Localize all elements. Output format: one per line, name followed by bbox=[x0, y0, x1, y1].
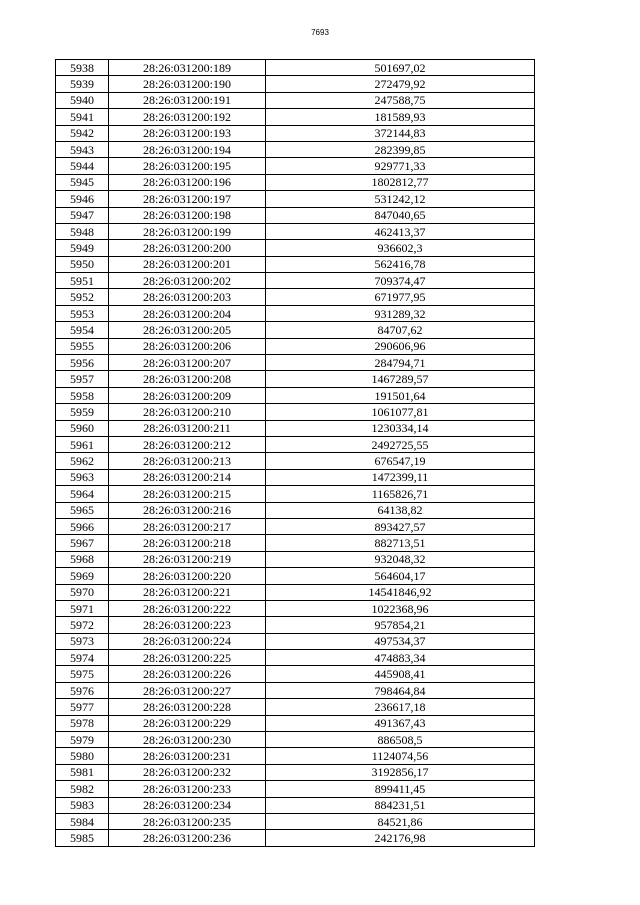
row-number-cell: 5966 bbox=[56, 518, 109, 534]
cadastral-number-cell: 28:26:031200:218 bbox=[109, 535, 266, 551]
table-row bbox=[56, 600, 535, 616]
cadastral-number-cell: 28:26:031200:222 bbox=[109, 600, 266, 616]
row-number-cell: 5957 bbox=[56, 371, 109, 387]
row-number-cell: 5948 bbox=[56, 223, 109, 239]
value-cell: 882713,51 bbox=[266, 535, 535, 551]
cadastral-number-cell: 28:26:031200:193 bbox=[109, 125, 266, 141]
cadastral-number-cell: 28:26:031200:217 bbox=[109, 518, 266, 534]
cadastral-number-cell: 28:26:031200:235 bbox=[109, 813, 266, 829]
value-cell: 14541846,92 bbox=[266, 584, 535, 600]
table-row bbox=[56, 322, 535, 338]
row-number-cell: 5941 bbox=[56, 109, 109, 125]
cadastral-number-cell: 28:26:031200:189 bbox=[109, 60, 266, 76]
table-row bbox=[56, 650, 535, 666]
row-number-cell: 5951 bbox=[56, 273, 109, 289]
cadastral-number-cell: 28:26:031200:190 bbox=[109, 76, 266, 92]
value-cell: 531242,12 bbox=[266, 191, 535, 207]
value-cell: 671977,95 bbox=[266, 289, 535, 305]
cadastral-number-cell: 28:26:031200:221 bbox=[109, 584, 266, 600]
row-number-cell: 5953 bbox=[56, 305, 109, 321]
row-number-cell: 5940 bbox=[56, 92, 109, 108]
row-number-cell: 5976 bbox=[56, 682, 109, 698]
row-number-cell: 5946 bbox=[56, 191, 109, 207]
row-number-cell: 5970 bbox=[56, 584, 109, 600]
table-row bbox=[56, 715, 535, 731]
cadastral-number-cell: 28:26:031200:227 bbox=[109, 682, 266, 698]
value-cell: 272479,92 bbox=[266, 76, 535, 92]
value-cell: 1022368,96 bbox=[266, 600, 535, 616]
value-cell: 1467289,57 bbox=[266, 371, 535, 387]
value-cell: 242176,98 bbox=[266, 830, 535, 846]
cadastral-number-cell: 28:26:031200:216 bbox=[109, 502, 266, 518]
row-number-cell: 5982 bbox=[56, 781, 109, 797]
row-number-cell: 5985 bbox=[56, 830, 109, 846]
cadastral-number-cell: 28:26:031200:225 bbox=[109, 650, 266, 666]
value-cell: 884231,51 bbox=[266, 797, 535, 813]
value-cell: 1061077,81 bbox=[266, 404, 535, 420]
table-row bbox=[56, 191, 535, 207]
value-cell: 562416,78 bbox=[266, 256, 535, 272]
row-number-cell: 5958 bbox=[56, 387, 109, 403]
value-cell: 491367,43 bbox=[266, 715, 535, 731]
table-row bbox=[56, 436, 535, 452]
cadastral-number-cell: 28:26:031200:210 bbox=[109, 404, 266, 420]
cadastral-number-cell: 28:26:031200:198 bbox=[109, 207, 266, 223]
value-cell: 886508,5 bbox=[266, 732, 535, 748]
row-number-cell: 5956 bbox=[56, 355, 109, 371]
table-row bbox=[56, 813, 535, 829]
table-row bbox=[56, 338, 535, 354]
cadastral-number-cell: 28:26:031200:208 bbox=[109, 371, 266, 387]
row-number-cell: 5949 bbox=[56, 240, 109, 256]
table-row bbox=[56, 502, 535, 518]
table-row bbox=[56, 764, 535, 780]
row-number-cell: 5945 bbox=[56, 174, 109, 190]
value-cell: 290606,96 bbox=[266, 338, 535, 354]
table-row bbox=[56, 125, 535, 141]
table-row bbox=[56, 158, 535, 174]
cadastral-number-cell: 28:26:031200:236 bbox=[109, 830, 266, 846]
table-row bbox=[56, 830, 535, 846]
row-number-cell: 5942 bbox=[56, 125, 109, 141]
cadastral-number-cell: 28:26:031200:192 bbox=[109, 109, 266, 125]
row-number-cell: 5962 bbox=[56, 453, 109, 469]
cadastral-number-cell: 28:26:031200:234 bbox=[109, 797, 266, 813]
table-row bbox=[56, 420, 535, 436]
row-number-cell: 5944 bbox=[56, 158, 109, 174]
value-cell: 1165826,71 bbox=[266, 486, 535, 502]
value-cell: 236617,18 bbox=[266, 699, 535, 715]
value-cell: 64138,82 bbox=[266, 502, 535, 518]
row-number-cell: 5978 bbox=[56, 715, 109, 731]
cadastral-number-cell: 28:26:031200:194 bbox=[109, 141, 266, 157]
cadastral-number-cell: 28:26:031200:219 bbox=[109, 551, 266, 567]
table-row bbox=[56, 355, 535, 371]
cadastral-number-cell: 28:26:031200:197 bbox=[109, 191, 266, 207]
cadastral-number-cell: 28:26:031200:233 bbox=[109, 781, 266, 797]
value-cell: 247588,75 bbox=[266, 92, 535, 108]
cadastral-number-cell: 28:26:031200:209 bbox=[109, 387, 266, 403]
row-number-cell: 5968 bbox=[56, 551, 109, 567]
table-row bbox=[56, 666, 535, 682]
value-cell: 282399,85 bbox=[266, 141, 535, 157]
table-row bbox=[56, 633, 535, 649]
row-number-cell: 5943 bbox=[56, 141, 109, 157]
cadastral-number-cell: 28:26:031200:211 bbox=[109, 420, 266, 436]
value-cell: 957854,21 bbox=[266, 617, 535, 633]
cadastral-number-cell: 28:26:031200:201 bbox=[109, 256, 266, 272]
table-row bbox=[56, 223, 535, 239]
row-number-cell: 5973 bbox=[56, 633, 109, 649]
table-row bbox=[56, 797, 535, 813]
row-number-cell: 5971 bbox=[56, 600, 109, 616]
table-row bbox=[56, 584, 535, 600]
table-row bbox=[56, 518, 535, 534]
value-cell: 372144,83 bbox=[266, 125, 535, 141]
row-number-cell: 5975 bbox=[56, 666, 109, 682]
value-cell: 84521,86 bbox=[266, 813, 535, 829]
row-number-cell: 5972 bbox=[56, 617, 109, 633]
row-number-cell: 5979 bbox=[56, 732, 109, 748]
value-cell: 445908,41 bbox=[266, 666, 535, 682]
table-row bbox=[56, 732, 535, 748]
cadastral-number-cell: 28:26:031200:191 bbox=[109, 92, 266, 108]
row-number-cell: 5950 bbox=[56, 256, 109, 272]
cadastral-number-cell: 28:26:031200:204 bbox=[109, 305, 266, 321]
value-cell: 191501,64 bbox=[266, 387, 535, 403]
value-cell: 3192856,17 bbox=[266, 764, 535, 780]
value-cell: 709374,47 bbox=[266, 273, 535, 289]
cadastral-number-cell: 28:26:031200:229 bbox=[109, 715, 266, 731]
row-number-cell: 5964 bbox=[56, 486, 109, 502]
row-number-cell: 5983 bbox=[56, 797, 109, 813]
row-number-cell: 5963 bbox=[56, 469, 109, 485]
table-row bbox=[56, 371, 535, 387]
table-body bbox=[56, 60, 535, 847]
table-row bbox=[56, 617, 535, 633]
table-row bbox=[56, 76, 535, 92]
table-row bbox=[56, 404, 535, 420]
cadastral-number-cell: 28:26:031200:213 bbox=[109, 453, 266, 469]
cadastral-number-cell: 28:26:031200:206 bbox=[109, 338, 266, 354]
value-cell: 929771,33 bbox=[266, 158, 535, 174]
table-row bbox=[56, 551, 535, 567]
table-row bbox=[56, 273, 535, 289]
row-number-cell: 5960 bbox=[56, 420, 109, 436]
row-number-cell: 5965 bbox=[56, 502, 109, 518]
row-number-cell: 5969 bbox=[56, 568, 109, 584]
row-number-cell: 5977 bbox=[56, 699, 109, 715]
table-row bbox=[56, 568, 535, 584]
table-row bbox=[56, 469, 535, 485]
page-number: 7693 bbox=[311, 28, 329, 37]
row-number-cell: 5980 bbox=[56, 748, 109, 764]
value-cell: 2492725,55 bbox=[266, 436, 535, 452]
cadastral-number-cell: 28:26:031200:207 bbox=[109, 355, 266, 371]
value-cell: 181589,93 bbox=[266, 109, 535, 125]
value-cell: 501697,02 bbox=[266, 60, 535, 76]
value-cell: 564604,17 bbox=[266, 568, 535, 584]
table-row bbox=[56, 207, 535, 223]
cadastral-number-cell: 28:26:031200:214 bbox=[109, 469, 266, 485]
row-number-cell: 5984 bbox=[56, 813, 109, 829]
value-cell: 474883,34 bbox=[266, 650, 535, 666]
cadastral-number-cell: 28:26:031200:202 bbox=[109, 273, 266, 289]
cadastral-number-cell: 28:26:031200:223 bbox=[109, 617, 266, 633]
cadastral-number-cell: 28:26:031200:205 bbox=[109, 322, 266, 338]
row-number-cell: 5967 bbox=[56, 535, 109, 551]
table-row bbox=[56, 781, 535, 797]
value-cell: 462413,37 bbox=[266, 223, 535, 239]
table-row bbox=[56, 682, 535, 698]
cadastral-number-cell: 28:26:031200:224 bbox=[109, 633, 266, 649]
table-row bbox=[56, 141, 535, 157]
data-table bbox=[55, 59, 535, 847]
cadastral-number-cell: 28:26:031200:196 bbox=[109, 174, 266, 190]
table-row bbox=[56, 60, 535, 76]
value-cell: 1124074,56 bbox=[266, 748, 535, 764]
cadastral-number-cell: 28:26:031200:203 bbox=[109, 289, 266, 305]
cadastral-number-cell: 28:26:031200:212 bbox=[109, 436, 266, 452]
row-number-cell: 5952 bbox=[56, 289, 109, 305]
cadastral-number-cell: 28:26:031200:200 bbox=[109, 240, 266, 256]
value-cell: 497534,37 bbox=[266, 633, 535, 649]
cadastral-number-cell: 28:26:031200:226 bbox=[109, 666, 266, 682]
row-number-cell: 5974 bbox=[56, 650, 109, 666]
table-row bbox=[56, 92, 535, 108]
cadastral-number-cell: 28:26:031200:228 bbox=[109, 699, 266, 715]
row-number-cell: 5947 bbox=[56, 207, 109, 223]
cadastral-number-cell: 28:26:031200:199 bbox=[109, 223, 266, 239]
table-row bbox=[56, 305, 535, 321]
table-row bbox=[56, 535, 535, 551]
cadastral-number-cell: 28:26:031200:231 bbox=[109, 748, 266, 764]
cadastral-number-cell: 28:26:031200:215 bbox=[109, 486, 266, 502]
table-row bbox=[56, 699, 535, 715]
table-row bbox=[56, 387, 535, 403]
row-number-cell: 5981 bbox=[56, 764, 109, 780]
row-number-cell: 5954 bbox=[56, 322, 109, 338]
value-cell: 847040,65 bbox=[266, 207, 535, 223]
value-cell: 284794,71 bbox=[266, 355, 535, 371]
row-number-cell: 5961 bbox=[56, 436, 109, 452]
value-cell: 1472399,11 bbox=[266, 469, 535, 485]
value-cell: 1802812,77 bbox=[266, 174, 535, 190]
row-number-cell: 5939 bbox=[56, 76, 109, 92]
value-cell: 899411,45 bbox=[266, 781, 535, 797]
table-row bbox=[56, 748, 535, 764]
value-cell: 893427,57 bbox=[266, 518, 535, 534]
value-cell: 798464,84 bbox=[266, 682, 535, 698]
row-number-cell: 5955 bbox=[56, 338, 109, 354]
value-cell: 676547,19 bbox=[266, 453, 535, 469]
row-number-cell: 5959 bbox=[56, 404, 109, 420]
value-cell: 931289,32 bbox=[266, 305, 535, 321]
cadastral-number-cell: 28:26:031200:232 bbox=[109, 764, 266, 780]
cadastral-number-cell: 28:26:031200:220 bbox=[109, 568, 266, 584]
table-row bbox=[56, 256, 535, 272]
row-number-cell: 5938 bbox=[56, 60, 109, 76]
value-cell: 84707,62 bbox=[266, 322, 535, 338]
table-row bbox=[56, 289, 535, 305]
value-cell: 1230334,14 bbox=[266, 420, 535, 436]
cadastral-number-cell: 28:26:031200:195 bbox=[109, 158, 266, 174]
value-cell: 936602,3 bbox=[266, 240, 535, 256]
table-row bbox=[56, 109, 535, 125]
value-cell: 932048,32 bbox=[266, 551, 535, 567]
cadastral-number-cell: 28:26:031200:230 bbox=[109, 732, 266, 748]
table-row bbox=[56, 174, 535, 190]
table-row bbox=[56, 486, 535, 502]
table-row bbox=[56, 240, 535, 256]
table-row bbox=[56, 453, 535, 469]
